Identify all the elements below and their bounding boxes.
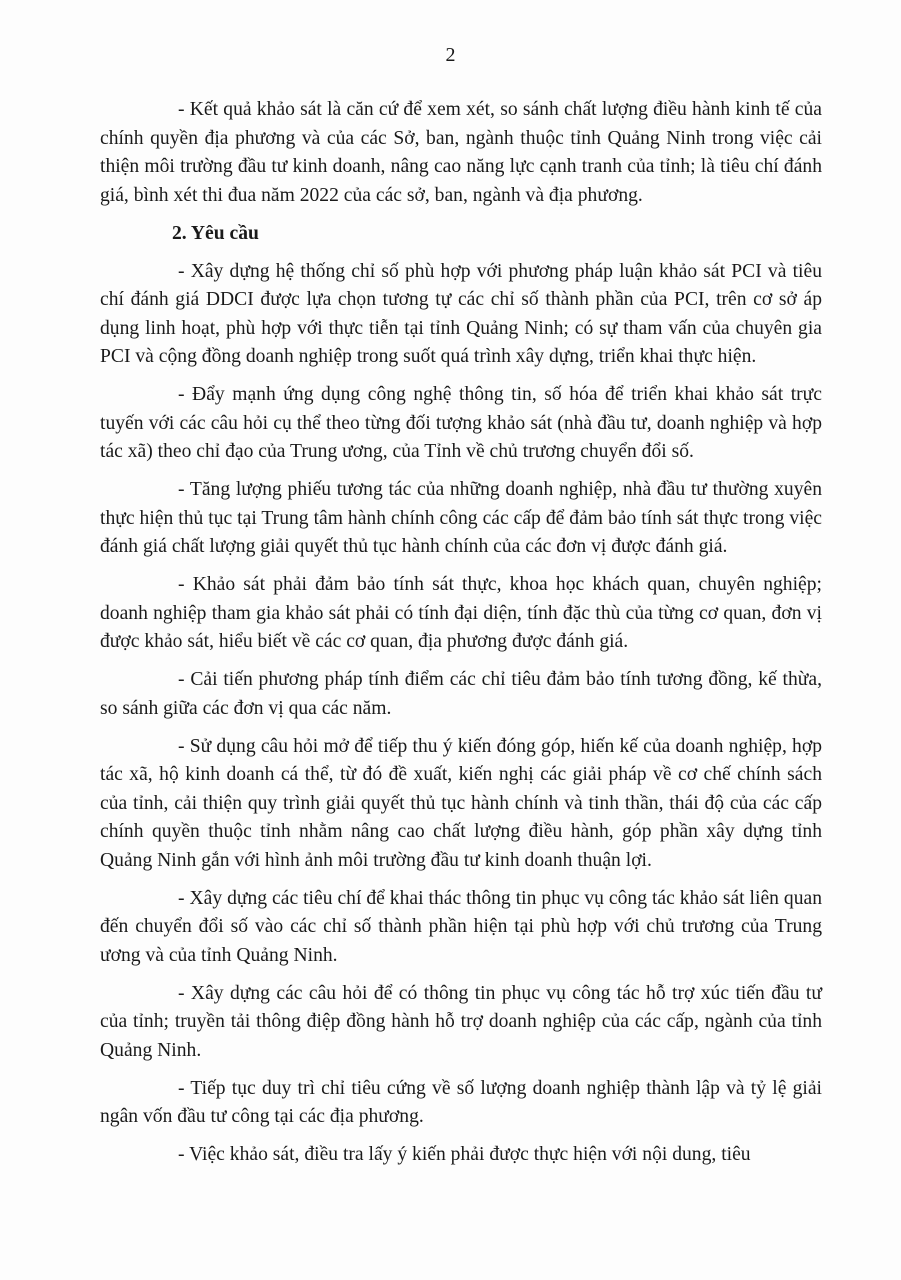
page-number: 2 — [445, 44, 456, 66]
paragraph: - Xây dựng các tiêu chí để khai thác thông tin phục vụ công tác khảo sát liên quan đến chuyển đổi số vào các chỉ số thành phần hiện tại phù hợp với chủ trương của Trung ương và của tỉnh Quảng Ninh. — [100, 887, 822, 966]
paragraph: - Đẩy mạnh ứng dụng công nghệ thông tin, số hóa để triển khai khảo sát trực tuyến với các câu hỏi cụ thể theo từng đối tượng khảo sát (nhà đầu tư, doanh nghiệp và hợp tác xã) theo chỉ đạo của Trung ương, của Tỉnh về chủ trương chuyển đổi số. — [100, 384, 822, 462]
section-heading-requirements: 2. Yêu cầu — [172, 222, 259, 244]
paragraph-survey-results: - Kết quả khảo sát là căn cứ để xem xét, so sánh chất lượng điều hành kinh tế của chính quyền địa phương và của các Sở, ban, ngành thuộc tỉnh Quảng Ninh trong việc cải thiện môi trường đầu tư kinh doanh, nâng cao năng lực cạnh tranh của tỉnh; là tiêu chí đánh giá, bình xét thi đua năm 2022 của các sở, ban, ngành và địa phương. — [100, 99, 822, 206]
paragraph: - Sử dụng câu hỏi mở để tiếp thu ý kiến đóng góp, hiến kế của doanh nghiệp, hợp tác xã, hộ kinh doanh cá thể, từ đó đề xuất, kiến nghị các giải pháp về cơ chế chính sách của tỉnh, cải thiện quy trình giải quyết thủ tục hành chính và tinh thần, thái độ của các cấp chính quyền thuộc tỉnh nhằm nâng cao chất lượng điều hành, góp phần xây dựng tỉnh Quảng Ninh gắn với hình ảnh môi trường đầu tư kinh doanh thuận lợi. — [100, 735, 822, 871]
paragraph: - Tăng lượng phiếu tương tác của những doanh nghiệp, nhà đầu tư thường xuyên thực hiện thủ tục tại Trung tâm hành chính công các cấp để đảm bảo tính sát thực trong việc đánh giá chất lượng giải quyết thủ tục hành chính của các đơn vị được đánh giá. — [100, 479, 822, 557]
paragraph: - Xây dựng hệ thống chỉ số phù hợp với phương pháp luận khảo sát PCI và tiêu chí đánh giá DDCI được lựa chọn tương tự các chỉ số thành phần của PCI, trên cơ sở áp dụng linh hoạt, phù hợp với thực tiễn tại tỉnh Quảng Ninh; có sự tham vấn của chuyên gia PCI và cộng đồng doanh nghiệp trong suốt quá trình xây dựng, triển khai thực hiện. — [100, 260, 822, 367]
paragraph: - Cải tiến phương pháp tính điểm các chỉ tiêu đảm bảo tính tương đồng, kế thừa, so sánh giữa các đơn vị qua các năm. — [100, 669, 822, 719]
document-body — [100, 96, 822, 1179]
paragraph: - Khảo sát phải đảm bảo tính sát thực, khoa học khách quan, chuyên nghiệp; doanh nghiệp tham gia khảo sát phải có tính đại diện, tính đặc thù của từng cơ quan, đơn vị được khảo sát, hiểu biết về các cơ quan, địa phương được đánh giá. — [100, 574, 822, 652]
paragraph: - Xây dựng các câu hỏi để có thông tin phục vụ công tác hỗ trợ xúc tiến đầu tư của tỉnh; truyền tải thông điệp đồng hành hỗ trợ doanh nghiệp của các cấp, ngành của tỉnh Quảng Ninh. — [100, 982, 822, 1061]
paragraph: - Tiếp tục duy trì chỉ tiêu cứng về số lượng doanh nghiệp thành lập và tỷ lệ giải ngân vốn đầu tư công tại các địa phương. — [100, 1077, 822, 1127]
paragraph-truncated: - Việc khảo sát, điều tra lấy ý kiến phải được thực hiện với nội dung, tiêu — [178, 1144, 751, 1165]
